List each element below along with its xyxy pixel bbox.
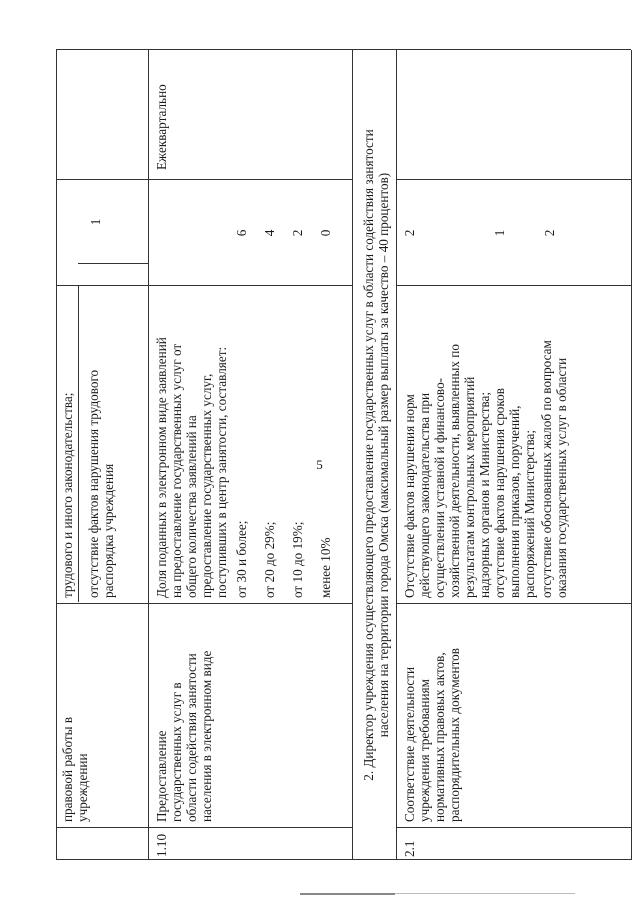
option-score: 0 bbox=[318, 229, 333, 237]
page-number: 5 bbox=[316, 457, 323, 472]
option-score: 2 bbox=[290, 229, 305, 237]
col-divider bbox=[56, 603, 352, 604]
row-1-10-num: 1.10 bbox=[154, 833, 169, 857]
option-label: менее 10% bbox=[318, 537, 333, 598]
table-left-border bbox=[56, 859, 631, 860]
row-1-10-period: Ежеквартально bbox=[154, 84, 169, 170]
cont-indicator-a: трудового и иного законодательства; bbox=[60, 392, 75, 598]
table-right-border bbox=[56, 49, 631, 50]
scan-edge-mark bbox=[395, 893, 575, 894]
row-2-1-score-a: 2 bbox=[402, 229, 417, 237]
row-2-1-num: 2.1 bbox=[402, 840, 417, 857]
option-label: от 30 и более; bbox=[234, 520, 249, 598]
row-1-10-indicator: Доля поданных в электронном виде заявлений на предоставление государственных услуг от общего количества заявлений на предоставление государственных услуг, поступивших в центр занятости, составляет: bbox=[154, 337, 229, 598]
col-divider bbox=[396, 179, 631, 180]
row-2-1-indicator-b: отсутствие фактов нарушения сроков выполнения приказов, поручений, распоряжений Министерства; bbox=[492, 388, 537, 598]
section-2-heading: 2. Директор учреждения осуществляющего предоставление государственных услуг в области содействия занятости населения на территории города Омска (максимальный размер выплаты за качество – 40 процентов) bbox=[361, 129, 391, 781]
scan-edge-mark bbox=[300, 893, 395, 895]
col-divider bbox=[56, 827, 352, 828]
row-divider bbox=[352, 50, 353, 860]
row-divider bbox=[396, 50, 397, 860]
option-score: 6 bbox=[234, 229, 249, 237]
col-divider bbox=[396, 285, 631, 286]
col-divider bbox=[56, 285, 352, 286]
cont-indicator-b: отсутствие фактов нарушения трудового распорядка учреждения bbox=[86, 369, 116, 598]
col-divider bbox=[396, 603, 631, 604]
row-2-1-criteria: Соответствие деятельности учреждения требованиям нормативных правовых актов, распорядительных документов bbox=[402, 647, 462, 822]
row-2-1-score-b: 1 bbox=[492, 229, 507, 237]
col-divider bbox=[396, 827, 631, 828]
cont-score-b: 1 bbox=[88, 218, 103, 226]
rotated-table bbox=[56, 50, 631, 860]
cont-criteria: правовой работы в учреждении bbox=[60, 716, 90, 822]
option-label: от 20 до 29%; bbox=[262, 521, 277, 598]
sub-row-divider bbox=[78, 286, 79, 602]
row-2-1-indicator-a: Отсутствие фактов нарушения норм действующего законодательства при осуществлении уставной и финансово- хозяйственной деятельности, выявленных по результатам контрольных мероприятий надзорных органов и Министерства; bbox=[402, 344, 492, 598]
table-top-border bbox=[56, 50, 57, 860]
option-score: 4 bbox=[262, 229, 277, 237]
table-bottom-border bbox=[631, 50, 632, 860]
row-1-10-criteria: Предоставление государственных услуг в области содействия занятости населения в электронном виде bbox=[154, 650, 214, 822]
row-divider bbox=[148, 50, 149, 860]
option-label: от 10 до 19%; bbox=[290, 521, 305, 598]
row-2-1-indicator-c: отсутствие обоснованных жалоб по вопросам оказания государственных услуг в области bbox=[539, 340, 569, 598]
row-2-1-score-c: 2 bbox=[542, 229, 557, 237]
